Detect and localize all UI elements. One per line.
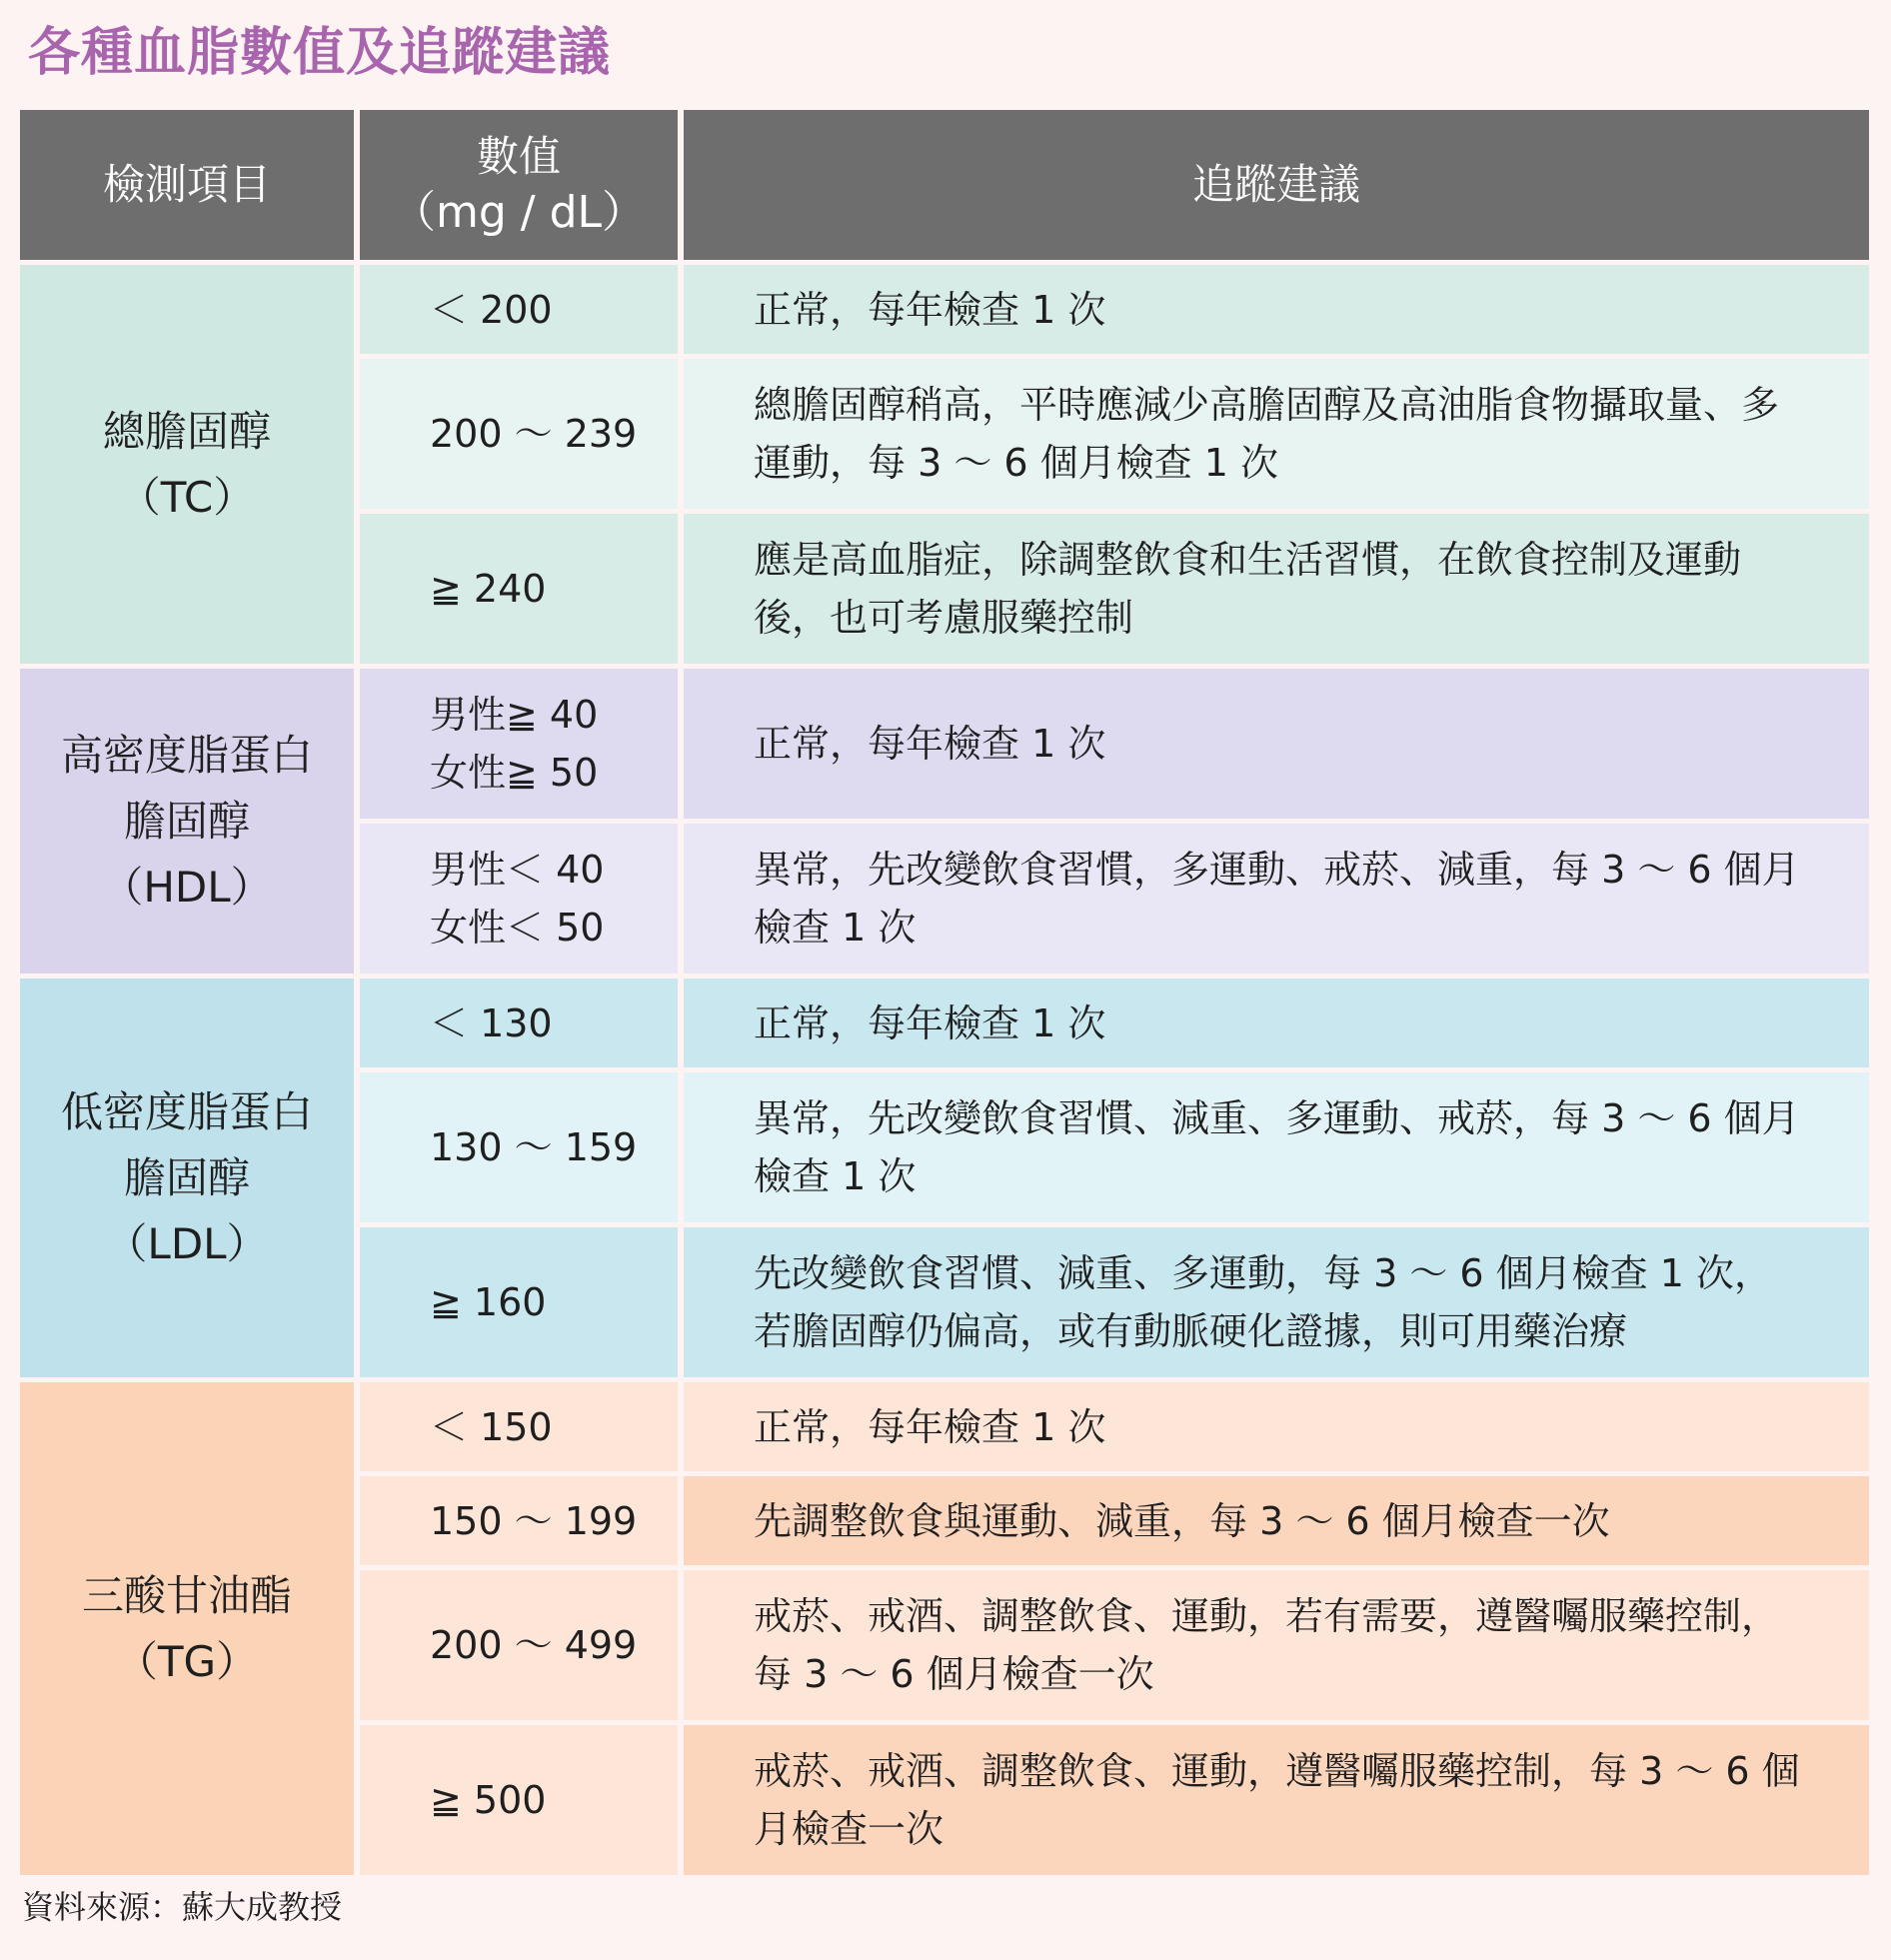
advice-text: 戒菸、戒酒、調整飲食、運動，遵醫囑服藥控制，每 3 ～ 6 個月檢查一次 — [754, 1749, 1800, 1851]
page-title: 各種血脂數值及追蹤建議 — [28, 23, 612, 83]
group-name-line: 膽固醇 — [123, 796, 250, 846]
header-advice — [684, 110, 1869, 260]
advice-text: 戒菸、戒酒、調整飲食、運動，若有需要，遵醫囑服藥控制，每 3 ～ 6 個月檢查一次 — [754, 1594, 1780, 1696]
table-row-advice — [684, 824, 1869, 974]
group-name-abbr: （TC） — [118, 472, 256, 522]
table-row-advice — [684, 1072, 1869, 1222]
group-name-abbr: （TG） — [115, 1636, 259, 1686]
group-name-line: 低密度脂蛋白 — [60, 1086, 313, 1136]
value-text: ≧ 240 — [430, 567, 547, 611]
table-row-value — [360, 1227, 678, 1377]
table-row-advice — [684, 265, 1869, 354]
group-tc-name — [20, 265, 354, 664]
header-advice-label: 追蹤建議 — [1191, 160, 1360, 209]
value-text: ＜ 200 — [430, 287, 553, 332]
value-text: 200 ～ 499 — [430, 1623, 638, 1667]
advice-text: 應是高血脂症，除調整飲食和生活習慣，在飲食控制及運動後，也可考慮服藥控制 — [754, 538, 1742, 640]
header-item — [20, 110, 354, 260]
value-text: 男性≧ 40 — [430, 693, 599, 737]
value-text: ＜ 150 — [430, 1404, 553, 1449]
table-row-advice — [684, 1725, 1869, 1875]
table-row-advice — [684, 669, 1869, 819]
value-text: 女性≧ 50 — [430, 751, 599, 795]
group-name-line: 總膽固醇 — [102, 406, 271, 456]
advice-text: 正常，每年檢查 1 次 — [754, 287, 1106, 332]
table-row-value — [360, 265, 678, 354]
table-row-advice — [684, 1570, 1869, 1720]
group-name-abbr: （HDL） — [101, 862, 273, 912]
group-name-line: 膽固醇 — [123, 1152, 250, 1202]
group-tg-name — [20, 1382, 354, 1875]
group-name-line: 三酸甘油酯 — [81, 1570, 292, 1620]
advice-text: 正常，每年檢查 1 次 — [754, 1404, 1106, 1449]
table-row-advice — [684, 1382, 1869, 1471]
lipid-table — [20, 110, 1869, 1875]
table-row-advice — [684, 979, 1869, 1067]
group-name-abbr: （LDL） — [105, 1218, 269, 1268]
value-text: ＜ 130 — [430, 1000, 553, 1045]
header-value-label: 數值 — [476, 132, 561, 181]
value-text: 200 ～ 239 — [430, 412, 638, 456]
value-text: 男性＜ 40 — [430, 848, 605, 892]
table-row-value — [360, 1072, 678, 1222]
value-text: ≧ 160 — [430, 1280, 547, 1324]
header-value — [360, 110, 678, 260]
table-row-value — [360, 979, 678, 1067]
value-text: 130 ～ 159 — [430, 1125, 638, 1169]
table-row-value — [360, 669, 678, 819]
table-row-advice — [684, 1476, 1869, 1565]
group-name-line: 高密度脂蛋白 — [60, 730, 313, 780]
advice-text: 異常，先改變飲食習慣，多運動、戒菸、減重，每 3 ～ 6 個月檢查 1 次 — [754, 848, 1800, 950]
table-row-value — [360, 514, 678, 664]
group-hdl-name — [20, 669, 354, 974]
value-text: 150 ～ 199 — [430, 1498, 638, 1543]
table-row-value — [360, 1725, 678, 1875]
table-row-value — [360, 1476, 678, 1565]
advice-text: 正常，每年檢查 1 次 — [754, 1000, 1106, 1045]
table-row-value — [360, 1382, 678, 1471]
table-row-value — [360, 824, 678, 974]
advice-text: 正常，每年檢查 1 次 — [754, 722, 1106, 766]
header-value-unit: （mg / dL） — [391, 187, 647, 238]
value-text: ≧ 500 — [430, 1778, 547, 1822]
header-item-label: 檢測項目 — [102, 160, 271, 209]
source-note: 資料來源：蘇大成教授 — [22, 1888, 343, 1926]
table-row-advice — [684, 514, 1869, 664]
table-row-advice — [684, 359, 1869, 509]
table-row-advice — [684, 1227, 1869, 1377]
advice-text: 先調整飲食與運動、減重，每 3 ～ 6 個月檢查一次 — [754, 1498, 1610, 1543]
advice-text: 總膽固醇稍高，平時應減少高膽固醇及高油脂食物攝取量、多運動，每 3 ～ 6 個月檢查 1 次 — [754, 383, 1780, 485]
advice-text: 先改變飲食習慣、減重、多運動，每 3 ～ 6 個月檢查 1 次，若膽固醇仍偏高，或有動脈硬化證據，則可用藥治療 — [754, 1251, 1773, 1353]
advice-text: 異常，先改變飲食習慣、減重、多運動、戒菸，每 3 ～ 6 個月檢查 1 次 — [754, 1096, 1800, 1198]
value-text: 女性＜ 50 — [430, 906, 605, 950]
table-row-value — [360, 359, 678, 509]
table-row-value — [360, 1570, 678, 1720]
group-ldl-name — [20, 979, 354, 1377]
